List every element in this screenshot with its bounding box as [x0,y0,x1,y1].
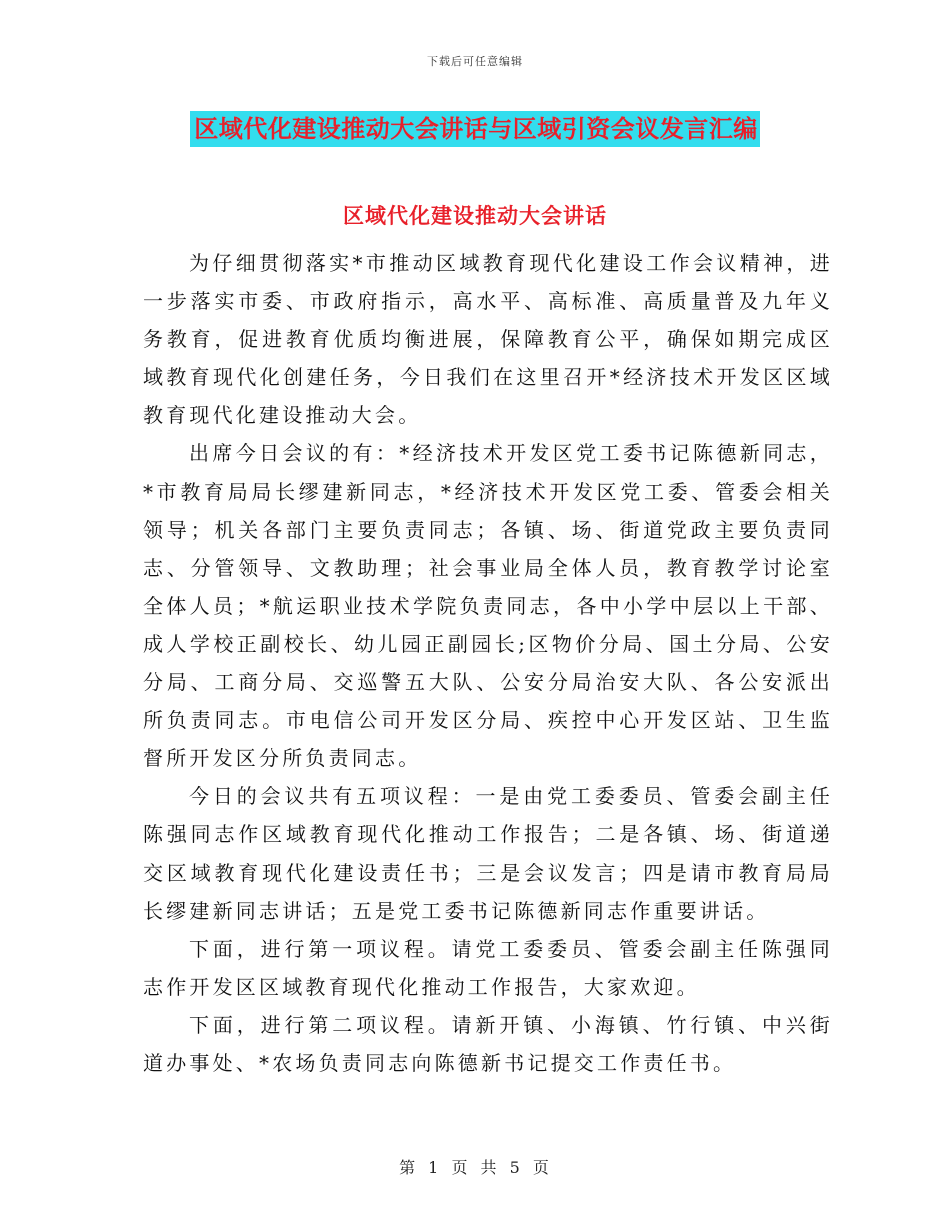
paragraph: 出席今日会议的有：*经济技术开发区党工委书记陈德新同志，*市教育局局长缪建新同志，*经济技术开发区党工委、管委会相关领导；机关各部门主要负责同志；各镇、场、街道党政主要负责同志、分管领导、文教助理；社会事业局全体人员，教育教学讨论室全体人员；*航运职业技术学院负责同志，各中小学中层以上干部、成人学校正副校长、幼儿园正副园长;区物价分局、国土分局、公安分局、工商分局、交巡警五大队、公安分局治安大队、各公安派出所负责同志。市电信公司开发区分局、疾控中心开发区站、卫生监督所开发区分所负责同志。 [143,441,833,771]
paragraph: 今日的会议共有五项议程：一是由党工委委员、管委会副主任陈强同志作区域教育现代化推动工作报告；二是各镇、场、街道递交区域教育现代化建设责任书；三是会议发言；四是请市教育局局长缪建新同志讲话；五是党工委书记陈德新同志作重要讲话。 [143,784,833,923]
paragraph: 下面，进行第二项议程。请新开镇、小海镇、竹行镇、中兴街道办事处、*农场负责同志向陈德新书记提交工作责任书。 [143,1012,833,1075]
section-title: 区域代化建设推动大会讲话 [343,204,607,228]
header-note: 下载后可任意编辑 [427,55,523,68]
body-text [143,244,833,1082]
page-footer: 第 1 页 共 5 页 [399,1158,551,1177]
paragraph: 下面，进行第一项议程。请党工委委员、管委会副主任陈强同志作开发区区域教育现代化推动工作报告，大家欢迎。 [143,936,833,999]
paragraph: 为仔细贯彻落实*市推动区域教育现代化建设工作会议精神，进一步落实市委、市政府指示，高水平、高标准、高质量普及九年义务教育，促进教育优质均衡进展，保障教育公平，确保如期完成区域教育现代化创建任务，今日我们在这里召开*经济技术开发区区域教育现代化建设推动大会。 [143,251,833,428]
document-title: 区域代化建设推动大会讲话与区域引资会议发言汇编 [190,111,760,147]
document-title-wrap [0,111,950,147]
